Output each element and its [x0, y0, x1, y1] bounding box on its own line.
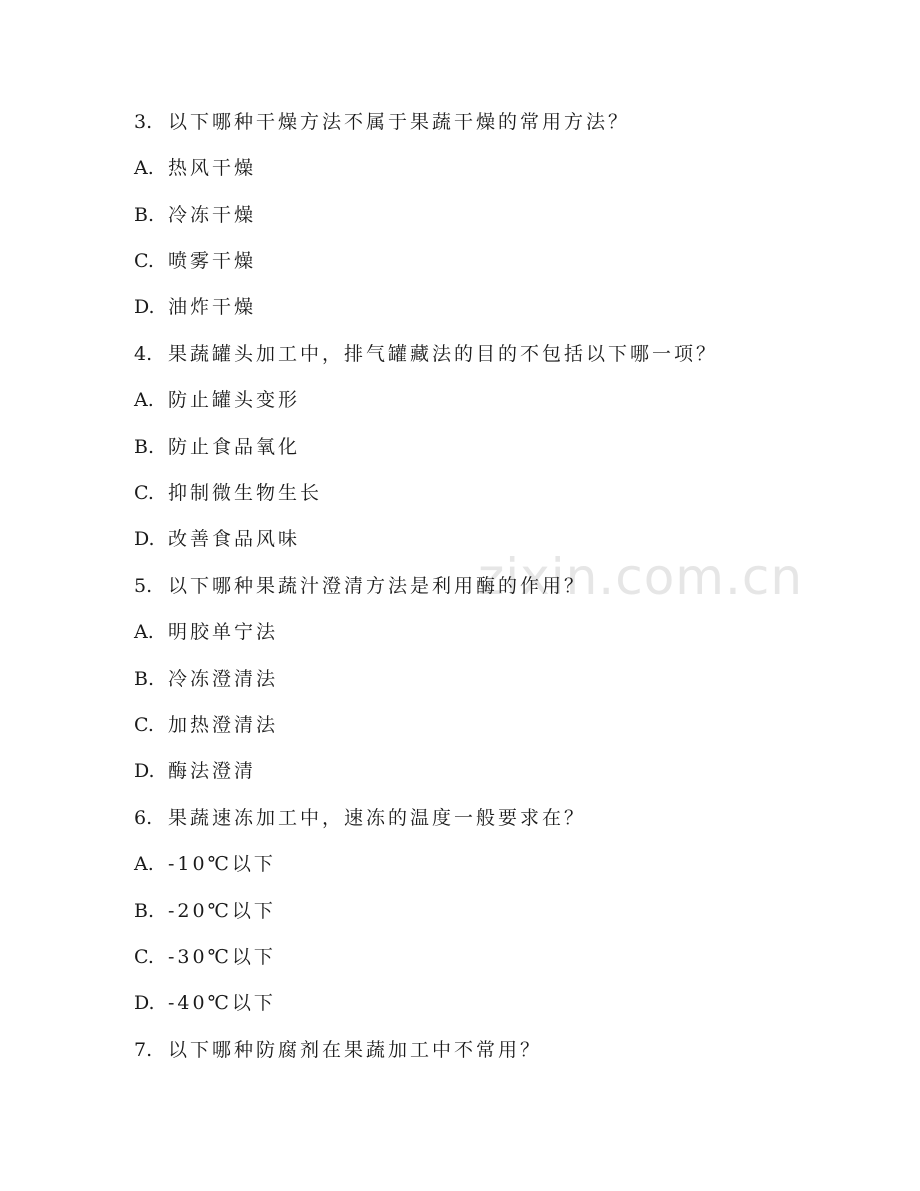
option-text: 油炸干燥: [168, 296, 257, 318]
option-label: B.: [134, 668, 155, 690]
option-text: -10℃以下: [168, 853, 276, 875]
question-text: 以下哪种干燥方法不属于果蔬干燥的常用方法？: [168, 111, 631, 133]
question-number: 6.: [134, 807, 153, 829]
question-number: 7.: [134, 1039, 153, 1061]
option-c: [134, 246, 256, 276]
option-b: [134, 664, 278, 694]
option-text: 冷冻干燥: [168, 204, 257, 226]
question-4: [134, 339, 718, 369]
option-label: D.: [134, 296, 155, 318]
option-label: A.: [134, 621, 154, 643]
option-a: [134, 849, 276, 879]
option-label: D.: [134, 760, 155, 782]
option-text: 抑制微生物生长: [168, 482, 323, 504]
option-d: [134, 524, 300, 554]
option-text: 防止罐头变形: [168, 389, 301, 411]
question-number: 5.: [134, 575, 153, 597]
option-d: [134, 756, 256, 786]
question-text: 以下哪种果蔬汁澄清方法是利用酶的作用？: [168, 575, 587, 597]
question-text: 以下哪种防腐剂在果蔬加工中不常用？: [168, 1039, 543, 1061]
option-label: B.: [134, 900, 155, 922]
question-5: [134, 571, 586, 601]
question-number: 4.: [134, 343, 153, 365]
option-text: -40℃以下: [168, 992, 276, 1014]
option-text: -30℃以下: [168, 946, 276, 968]
option-label: C.: [134, 946, 154, 968]
option-text: 喷雾干燥: [168, 250, 257, 272]
option-c: [134, 710, 278, 740]
option-c: [134, 478, 322, 508]
option-d: [134, 292, 256, 322]
option-text: -20℃以下: [168, 900, 276, 922]
option-text: 酶法澄清: [168, 760, 257, 782]
option-text: 加热澄清法: [168, 714, 279, 736]
option-b: [134, 200, 256, 230]
option-label: B.: [134, 436, 155, 458]
question-7: [134, 1035, 542, 1065]
option-a: [134, 153, 256, 183]
option-label: C.: [134, 250, 154, 272]
option-label: D.: [134, 992, 155, 1014]
question-number: 3.: [134, 111, 153, 133]
option-a: [134, 617, 278, 647]
option-text: 防止食品氧化: [168, 436, 301, 458]
question-text: 果蔬速冻加工中，速冻的温度一般要求在？: [168, 807, 587, 829]
option-d: [134, 988, 276, 1018]
option-c: [134, 942, 276, 972]
option-label: B.: [134, 204, 155, 226]
option-label: C.: [134, 714, 154, 736]
option-label: A.: [134, 853, 154, 875]
option-text: 冷冻澄清法: [168, 668, 279, 690]
question-3: [134, 107, 630, 137]
option-label: D.: [134, 528, 155, 550]
watermark: zixin.com.cn: [478, 548, 804, 606]
option-text: 明胶单宁法: [168, 621, 279, 643]
option-label: C.: [134, 482, 154, 504]
question-6: [134, 803, 586, 833]
option-label: A.: [134, 157, 154, 179]
option-a: [134, 385, 300, 415]
question-text: 果蔬罐头加工中，排气罐藏法的目的不包括以下哪一项？: [168, 343, 719, 365]
option-label: A.: [134, 389, 154, 411]
option-b: [134, 896, 276, 926]
option-b: [134, 432, 300, 462]
option-text: 改善食品风味: [168, 528, 301, 550]
option-text: 热风干燥: [168, 157, 257, 179]
